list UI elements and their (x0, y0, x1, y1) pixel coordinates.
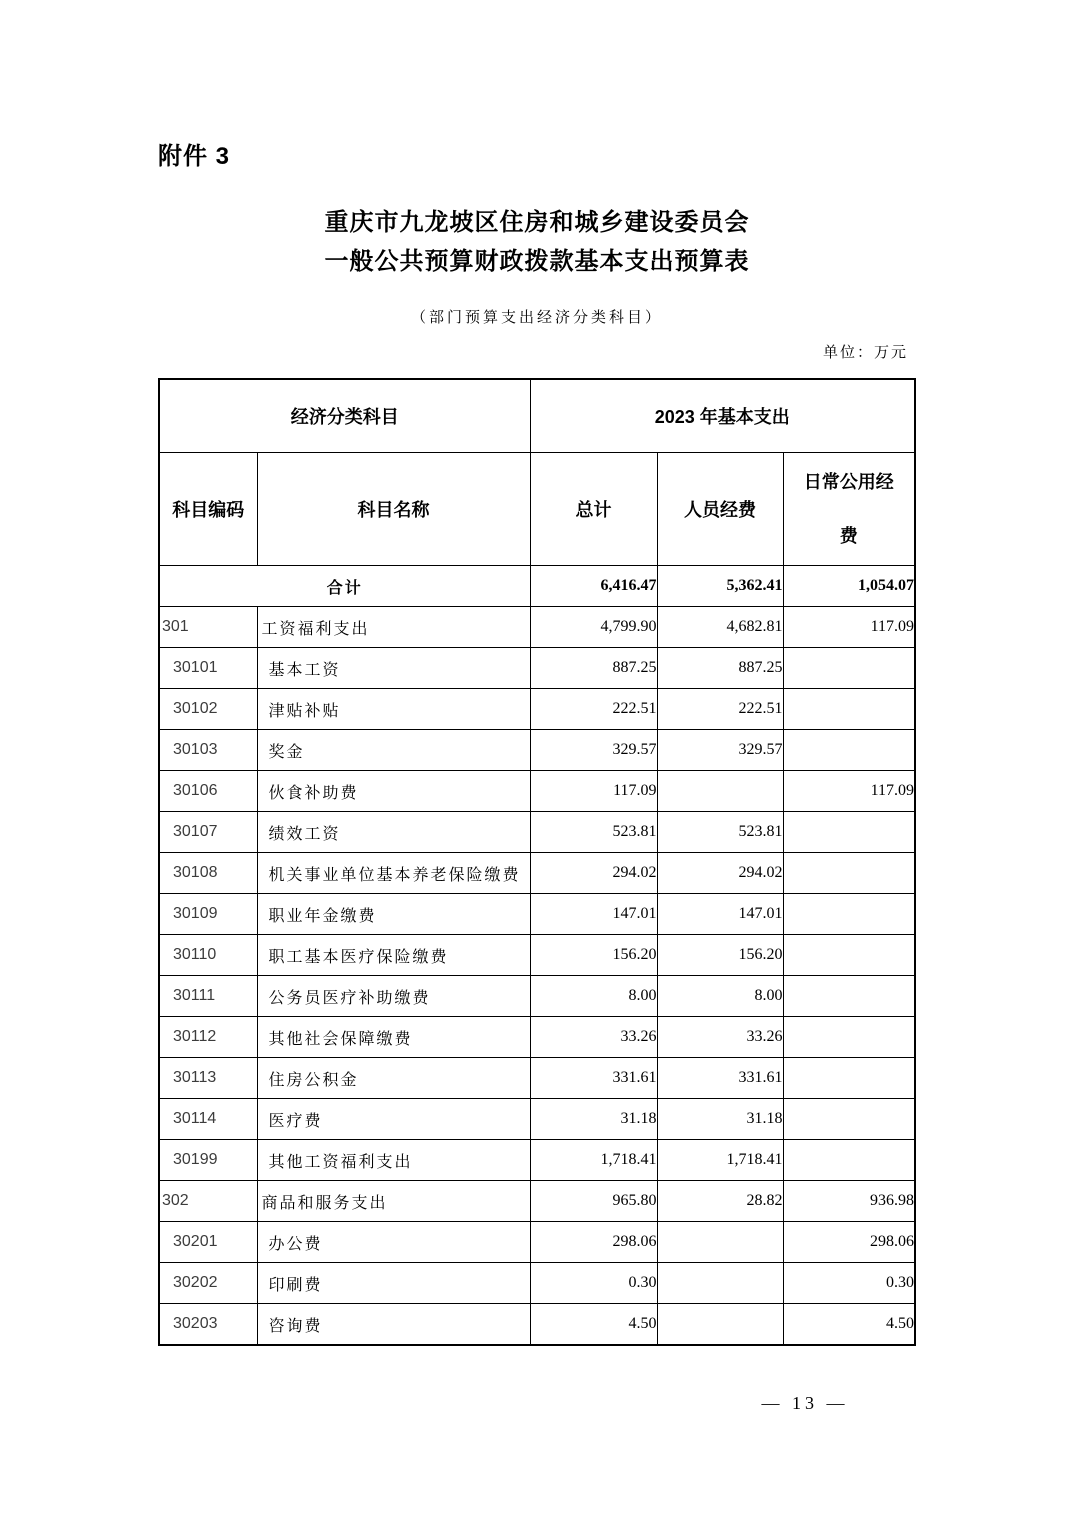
total-amount-cell: 4,799.90 (530, 607, 657, 648)
table-row (159, 771, 915, 812)
daily-amount-cell: 4.50 (783, 1304, 915, 1346)
total-amount-cell: 329.57 (530, 730, 657, 771)
personnel-amount-cell: 222.51 (657, 689, 783, 730)
personnel-amount-cell (657, 771, 783, 812)
total-row-total: 6,416.47 (530, 566, 657, 607)
daily-amount-cell (783, 976, 915, 1017)
subject-code-cell: 30107 (159, 812, 257, 853)
personnel-amount-cell (657, 1304, 783, 1346)
total-amount-cell: 331.61 (530, 1058, 657, 1099)
subject-name-cell: 津贴补贴 (257, 689, 530, 730)
table-row (159, 648, 915, 689)
total-amount-cell: 298.06 (530, 1222, 657, 1263)
daily-amount-cell (783, 1140, 915, 1181)
document-subtitle: （部门预算支出经济分类科目） (410, 310, 663, 326)
total-amount-cell: 31.18 (530, 1099, 657, 1140)
total-amount-cell: 33.26 (530, 1017, 657, 1058)
total-amount-cell: 965.80 (530, 1181, 657, 1222)
total-amount-cell: 8.00 (530, 976, 657, 1017)
group-header-classification: 经济分类科目 (159, 379, 530, 453)
document-title-line2: 一般公共预算财政拨款基本支出预算表 (324, 249, 750, 275)
group-header-row (159, 379, 915, 453)
subject-code-cell: 30113 (159, 1058, 257, 1099)
total-amount-cell: 222.51 (530, 689, 657, 730)
personnel-amount-cell: 31.18 (657, 1099, 783, 1140)
subject-code-cell: 30111 (159, 976, 257, 1017)
subject-name-cell: 其他社会保障缴费 (257, 1017, 530, 1058)
page-number: — 13 — (761, 1393, 849, 1413)
table-body (159, 566, 915, 1346)
table-row (159, 1222, 915, 1263)
subject-code-cell: 30112 (159, 1017, 257, 1058)
subject-name-cell: 办公费 (257, 1222, 530, 1263)
subject-name-cell: 机关事业单位基本养老保险缴费 (257, 853, 530, 894)
daily-amount-cell (783, 1058, 915, 1099)
daily-amount-cell (783, 1017, 915, 1058)
attachment-label: 附件 3 (158, 143, 231, 170)
subject-code-cell: 30202 (159, 1263, 257, 1304)
subject-name-cell: 其他工资福利支出 (257, 1140, 530, 1181)
personnel-amount-cell: 33.26 (657, 1017, 783, 1058)
personnel-amount-cell: 147.01 (657, 894, 783, 935)
col-header-daily-public-funds (783, 453, 915, 566)
table-row (159, 1181, 915, 1222)
personnel-amount-cell: 523.81 (657, 812, 783, 853)
subject-code-cell: 301 (159, 607, 257, 648)
subject-code-cell: 30103 (159, 730, 257, 771)
col-header-total: 总计 (530, 453, 657, 566)
subject-code-cell: 30114 (159, 1099, 257, 1140)
document-title (0, 204, 1074, 282)
personnel-amount-cell: 1,718.41 (657, 1140, 783, 1181)
daily-amount-cell: 117.09 (783, 771, 915, 812)
table-row (159, 689, 915, 730)
personnel-amount-cell: 887.25 (657, 648, 783, 689)
subject-name-cell: 工资福利支出 (257, 607, 530, 648)
personnel-amount-cell (657, 1222, 783, 1263)
table-row (159, 853, 915, 894)
total-row-daily: 1,054.07 (783, 566, 915, 607)
subject-name-cell: 伙食补助费 (257, 771, 530, 812)
subject-code-cell: 30102 (159, 689, 257, 730)
subject-name-cell: 商品和服务支出 (257, 1181, 530, 1222)
subject-code-cell: 30199 (159, 1140, 257, 1181)
total-amount-cell: 156.20 (530, 935, 657, 976)
personnel-amount-cell: 294.02 (657, 853, 783, 894)
daily-amount-cell (783, 689, 915, 730)
daily-amount-cell (783, 1099, 915, 1140)
total-amount-cell: 1,718.41 (530, 1140, 657, 1181)
table-row (159, 1099, 915, 1140)
table-row (159, 894, 915, 935)
table-row (159, 1058, 915, 1099)
subject-code-cell: 302 (159, 1181, 257, 1222)
subject-code-cell: 30203 (159, 1304, 257, 1346)
daily-amount-cell: 298.06 (783, 1222, 915, 1263)
subject-code-cell: 30109 (159, 894, 257, 935)
subject-name-cell: 印刷费 (257, 1263, 530, 1304)
subject-name-cell: 咨询费 (257, 1304, 530, 1346)
col-header-daily-public-funds-label: 日常公用经费 (803, 472, 894, 546)
subject-name-cell: 职工基本医疗保险缴费 (257, 935, 530, 976)
subject-name-cell: 基本工资 (257, 648, 530, 689)
daily-amount-cell (783, 648, 915, 689)
budget-table (158, 378, 916, 1346)
table-header (159, 379, 915, 566)
group-header-basic-expenditure-2023: 2023 年基本支出 (530, 379, 915, 453)
subject-name-cell: 公务员医疗补助缴费 (257, 976, 530, 1017)
daily-amount-cell (783, 894, 915, 935)
table-row (159, 935, 915, 976)
total-row (159, 566, 915, 607)
subject-code-cell: 30110 (159, 935, 257, 976)
col-header-personnel-funds: 人员经费 (657, 453, 783, 566)
table-row (159, 976, 915, 1017)
total-amount-cell: 887.25 (530, 648, 657, 689)
personnel-amount-cell: 331.61 (657, 1058, 783, 1099)
table-row (159, 1304, 915, 1346)
subject-code-cell: 30201 (159, 1222, 257, 1263)
table-row (159, 730, 915, 771)
personnel-amount-cell: 329.57 (657, 730, 783, 771)
col-header-subject-name: 科目名称 (257, 453, 530, 566)
subject-name-cell: 绩效工资 (257, 812, 530, 853)
total-amount-cell: 4.50 (530, 1304, 657, 1346)
table-row (159, 812, 915, 853)
subject-code-cell: 30101 (159, 648, 257, 689)
daily-amount-cell (783, 853, 915, 894)
personnel-amount-cell: 156.20 (657, 935, 783, 976)
daily-amount-cell: 936.98 (783, 1181, 915, 1222)
subject-code-cell: 30108 (159, 853, 257, 894)
personnel-amount-cell: 4,682.81 (657, 607, 783, 648)
total-row-label: 合计 (159, 566, 530, 607)
personnel-amount-cell (657, 1263, 783, 1304)
table-row (159, 1263, 915, 1304)
total-amount-cell: 294.02 (530, 853, 657, 894)
table-row (159, 607, 915, 648)
subject-name-cell: 住房公积金 (257, 1058, 530, 1099)
subject-name-cell: 职业年金缴费 (257, 894, 530, 935)
col-header-subject-code: 科目编码 (159, 453, 257, 566)
daily-amount-cell (783, 935, 915, 976)
total-amount-cell: 147.01 (530, 894, 657, 935)
unit-label: 单位：万元 (822, 345, 908, 361)
personnel-amount-cell: 28.82 (657, 1181, 783, 1222)
column-header-row (159, 453, 915, 566)
total-row-personnel: 5,362.41 (657, 566, 783, 607)
subject-name-cell: 医疗费 (257, 1099, 530, 1140)
document-title-line1: 重庆市九龙坡区住房和城乡建设委员会 (324, 210, 750, 236)
subject-code-cell: 30106 (159, 771, 257, 812)
daily-amount-cell: 117.09 (783, 607, 915, 648)
daily-amount-cell (783, 730, 915, 771)
daily-amount-cell: 0.30 (783, 1263, 915, 1304)
table-row (159, 1140, 915, 1181)
subject-name-cell: 奖金 (257, 730, 530, 771)
personnel-amount-cell: 8.00 (657, 976, 783, 1017)
total-amount-cell: 117.09 (530, 771, 657, 812)
total-amount-cell: 523.81 (530, 812, 657, 853)
daily-amount-cell (783, 812, 915, 853)
total-amount-cell: 0.30 (530, 1263, 657, 1304)
table-row (159, 1017, 915, 1058)
